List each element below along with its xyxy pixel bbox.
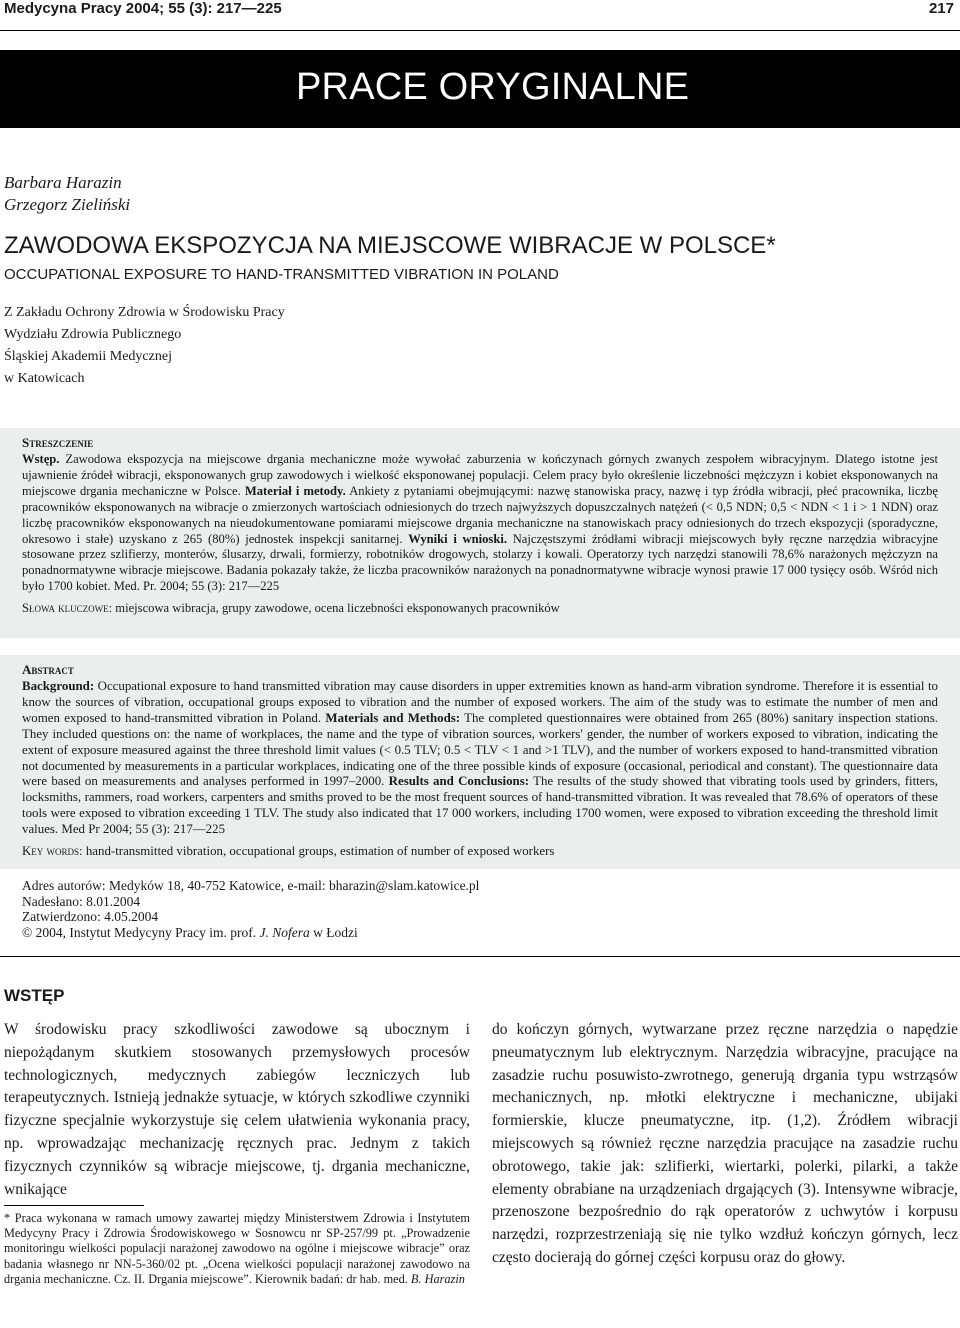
header-rule — [0, 30, 960, 31]
body-column-left: W środowisku pracy szkodliwości zawodowe są ubocznym i niepożądanym skutkiem stosowanych przemysłowych procesów technologicznych, medycznych zabiegów leczniczych lub terapeutycznych. Istnieją jednakże sytuacje, w których szkodliwe czynniki fizyczne specjalnie wykorzystuje się celem ułatwienia wykonania pracy, np. wprowadzając mechanizację ręcznych prac. Jednym z takich fizycznych czynników są wibracje miejscowe, tj. drgania mechaniczne, wnikające — [4, 1021, 470, 1198]
keywords-en — [22, 844, 938, 860]
author: Grzegorz Zieliński — [4, 195, 131, 214]
section-banner — [0, 50, 960, 128]
abstract-box — [0, 655, 960, 869]
affiliation — [4, 302, 285, 390]
body-column-right: do kończyn górnych, wytwarzane przez ręczne narzędzia o napędzie pneumatycznym lub elektrycznym. Narzędzia wibracyjne, pracujące na zasadzie ruchu posuwisto-zwrotnego, generują drgania typu wstrząsów mechanicznych, np. młotki elektryczne i mechaniczne, ubijaki formierskie, klucze pneumatyczne, itp. (1,2). Źródłem wibracji miejscowych są również ręczne narzędzia pracujące na zasadzie ruchu obrotowego, takie jak: szlifierki, wiertarki, polerki, pilarki, a także elementy obrabiane na urządzeniach drgających (3). Intensywne wibracje, przenoszone bezpośrednio do rąk operatorów z uchwytów i korpusu narzędzi, rozprzestrzeniają się nie tylko wzdłuż kończyn górnych, lecz często docierają do górnej części korpusu oraz do głowy. — [492, 1021, 958, 1266]
keywords-pl-label: Słowa kluczowe: — [22, 601, 113, 616]
copyright-name: J. Nofera — [259, 924, 310, 940]
received-date: Nadesłano: 8.01.2004 — [22, 893, 141, 909]
keywords-en-label: Key words: — [22, 844, 83, 859]
keywords-pl — [22, 601, 938, 617]
methods-text: The completed questionnaires were obtained from 265 (80%) sanitary inspection stations. They included questions on: the name of workplaces, the name and the type of vibration sources, workers' gender, the number of workers exposed to vibration, indicating the extent of exposure measured against the three threshold limit values (< 0.5 TLV; 0.5 < TLV < 1 and >1 TLV), and the number of workers exposed to hand-transmitted vibration not documented by measurements in a particular workplaces, indicating one of the three possible kinds of exposure (occasional, periodical and constant). The questionnaire data were based on measurements and analyses performed in 1997–2000. — [22, 710, 938, 789]
streszczenie-box — [0, 428, 960, 638]
footnote-rule — [4, 1205, 144, 1206]
streszczenie-heading: Streszczenie — [22, 435, 94, 450]
journal-citation: Medycyna Pracy 2004; 55 (3): 217—225 — [4, 0, 282, 17]
footnote — [4, 1211, 470, 1287]
footnote-author: B. Harazin — [410, 1271, 465, 1286]
affiliation-line: Wydziału Zdrowia Publicznego — [4, 327, 182, 342]
abstract-text — [22, 679, 938, 838]
author-list — [4, 172, 130, 216]
wyniki-text: Najczęstszymi źródłami wibracji miejscowych były ręczne narzędzia wibracyjne stosowane przez szlifierzy, monterów, ślusarzy, drwali, formierzy, robotników drogowych, stolarzy i kowali. Operatorzy tych narzędzi stanowili 78,6% narażonych mężczyzn na ponadnormatywne wibracje miejscowe. Badania pokazały także, że liczba pracowników narażonych na ponadnormatywne wibracje wynosi prawie 17 000 tysięcy osób. Wśród nich było 1700 kobiet. Med. Pr. 2004; 55 (3): 217—225 — [22, 531, 938, 594]
results-label: Results and Conclusions: — [388, 774, 530, 789]
article-title-english: OCCUPATIONAL EXPOSURE TO HAND-TRANSMITTED VIBRATION IN POLAND — [4, 266, 559, 283]
copyright-line — [22, 925, 479, 941]
affiliation-line: w Katowicach — [4, 371, 85, 386]
author-address: Adres autorów: Medyków 18, 40-752 Katowice, e-mail: bharazin@slam.katowice.pl — [22, 878, 480, 893]
page-number: 217 — [928, 0, 954, 17]
streszczenie-text — [22, 452, 938, 595]
author: Barbara Harazin — [4, 173, 122, 192]
correspondence-info — [22, 878, 479, 940]
wstep-text: Zawodowa ekspozycja na miejscowe drgania mechaniczne może wywołać zaburzenia w kończynach górnych zwanych zespołem wibracyjnym. Dlatego istotne jest ujawnienie źródeł wibracji, eksponowanych grup zawodowych i wielkość eksponowanej populacji. Celem pracy było określenie liczebności mężczyzn i kobiet eksponowanych na miejscowe drgania mechaniczne w Polsce. — [22, 452, 938, 498]
results-text: The results of the study showed that vibrating tools used by grinders, fitters, locksmiths, rammers, road workers, carpenters and smiths proved to be the most frequent sources of hand-transmitted vibration. It was revealed that 78.6% of operators of these tools were exposed to vibration exceeding 1 TLV. The study also indicated that 17 000 workers, including 1700 women, were exposed to vibration exceeding the threshold limit values. Med Pr 2004; 55 (3): 217—225 — [22, 774, 939, 837]
copyright-place: w Łodzi — [309, 924, 358, 940]
wstep-label: Wstęp. — [22, 452, 60, 466]
section-heading: WSTĘP — [4, 986, 65, 1005]
keywords-en-text: hand-transmitted vibration, occupational groups, estimation of number of exposed workers — [82, 844, 555, 859]
keywords-pl-text: miejscowa wibracja, grupy zawodowe, ocena liczebności eksponowanych pracowników — [112, 601, 560, 616]
abstract-heading: Abstract — [22, 662, 74, 677]
copyright-text: © 2004, Instytut Medycyny Pracy im. prof. — [22, 924, 260, 940]
background-label: Background: — [22, 679, 95, 693]
article-title: ZAWODOWA EKSPOZYCJA NA MIEJSCOWE WIBRACJE W POLSCE* — [4, 232, 776, 259]
material-label: Materiał i metody. — [244, 483, 346, 498]
material-text: Ankiety z pytaniami obejmującymi: nazwę stanowiska pracy, nazwę i typ źródła wibracji, płeć pracownika, liczbę pracowników eksponowanych na wibracje o zmierzonych wartościach odniesionych do trzech najwyższych dopuszczalnych natężeń (< 0,5 NDN; 0,5 < NDN < 1 i > 1 NDN) oraz liczbę pracowników eksponowanych na nieudokumentowane pomiarami miejscowe drgania mechaniczne na stanowiskach pracy odniesionych do trzech ekspozycji (sporadyczne, okresowo i stałe) uzyskano z 265 (80%) jednostek inspekcji sanitarnej. — [22, 483, 938, 546]
wyniki-label: Wyniki i wnioski. — [408, 531, 507, 546]
background-text: Occupational exposure to hand transmitted vibration may cause disorders in upper extremities known as hand-arm vibration syndrome. Therefore it is essential to know the sources of vibration, occupational groups exposed to vibration and the number of exposed workers. The aim of the study was to estimate the number of men and women exposed to hand-transmitted vibration in Poland. — [22, 679, 938, 725]
methods-label: Materials and Methods: — [325, 710, 461, 725]
section-banner-label: PRACE ORYGINALNE — [296, 66, 690, 108]
affiliation-line: Z Zakładu Ochrony Zdrowia w Środowisku Pracy — [4, 305, 285, 320]
affiliation-line: Śląskiej Akademii Medycznej — [4, 349, 172, 364]
approved-date: Zatwierdzono: 4.05.2004 — [22, 909, 159, 925]
footnote-text: * Praca wykonana w ramach umowy zawartej między Ministerstwem Zdrowia i Instytutem Medycyny Pracy i Zdrowia Środowiskowego w Sosnowcu nr SP-257/99 pt. „Prowadzenie monitoringu wielkości populacji narażonej zawodowo na ogólne i miejscowe wibracje” oraz badania własnego nr NN-5-360/02 pt. „Ocena wielkości populacji narażonej zawodowo na drgania mechaniczne. Cz. II. Drgania miejscowe”. Kierownik badań: dr hab. med. — [4, 1211, 470, 1286]
section-rule — [0, 956, 960, 957]
